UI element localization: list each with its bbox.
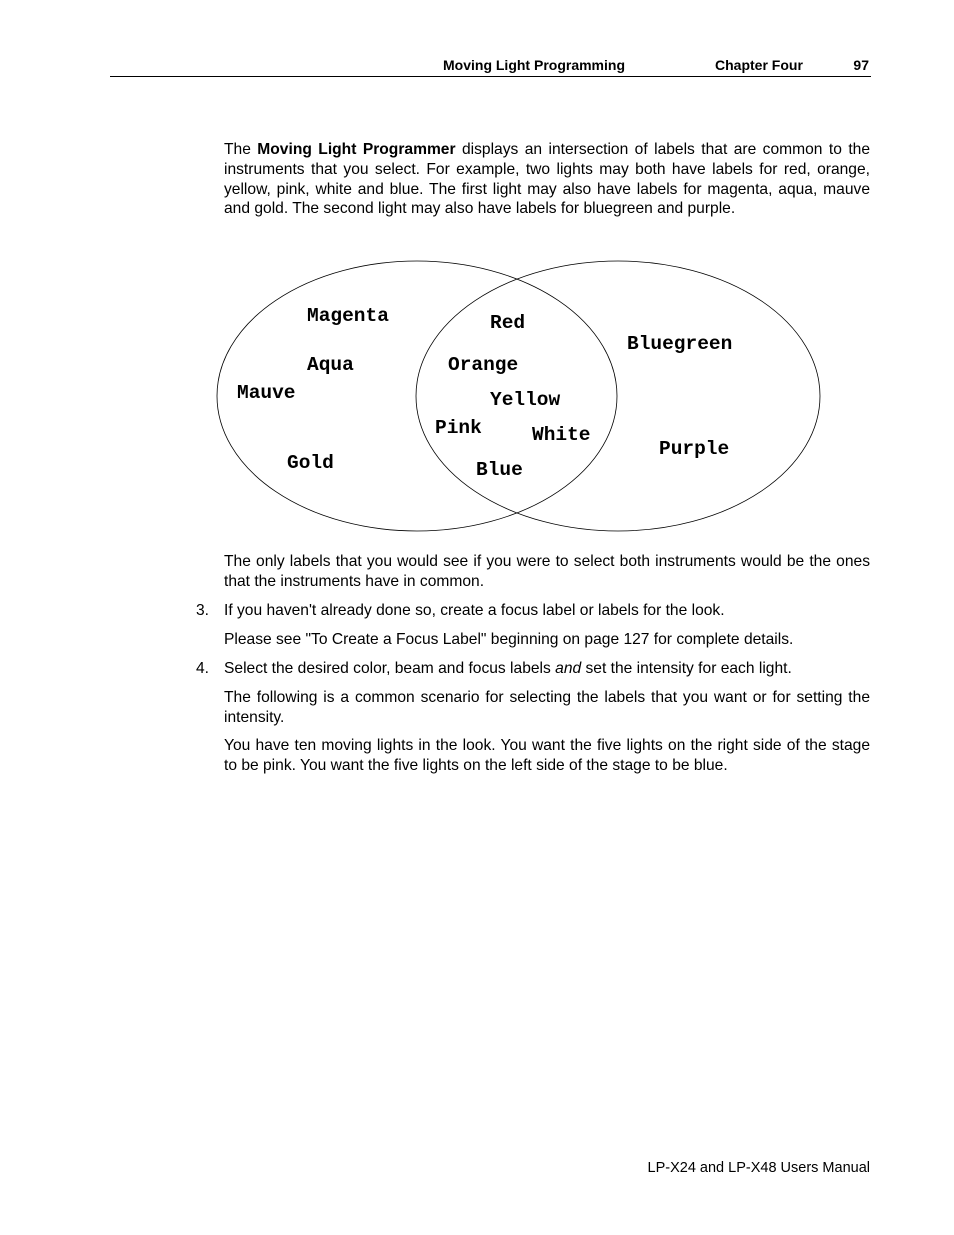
step-3-note: Please see "To Create a Focus Label" beginning on page 127 for complete details.: [224, 631, 794, 648]
page-footer: LP-X24 and LP-X48 Users Manual: [647, 1160, 870, 1176]
label-magenta: Magenta: [307, 305, 389, 327]
step-4-text-italic: and: [555, 660, 582, 677]
intro-prefix: The: [224, 141, 258, 158]
intro-bold-term: Moving Light Programmer: [257, 141, 456, 158]
label-red: Red: [490, 312, 526, 334]
header-page-number: 97: [853, 57, 869, 73]
label-orange: Orange: [448, 354, 519, 376]
intro-paragraph: [224, 140, 870, 219]
step-4-paragraph-2: You have ten moving lights in the look. You want the five lights on the right side of the stage to be pink. You want the five lights on the left side of the stage to be blue.: [224, 737, 870, 774]
label-bluegreen: Bluegreen: [627, 333, 733, 355]
label-mauve: Mauve: [237, 382, 296, 404]
label-purple: Purple: [659, 438, 730, 460]
step-4-paragraph-1: The following is a common scenario for selecting the labels that you want or for setting the intensity.: [224, 689, 870, 726]
header-chapter: Chapter Four: [715, 57, 803, 73]
label-gold: Gold: [287, 452, 334, 474]
step-3-text: If you haven't already done so, create a focus label or labels for the look.: [224, 602, 725, 619]
step-4-number: 4.: [196, 660, 210, 677]
step-3-number: 3.: [196, 602, 210, 619]
label-aqua: Aqua: [307, 354, 354, 376]
venn-right-circle: [416, 261, 820, 531]
venn-diagram: [210, 255, 830, 537]
step-4-text-before: Select the desired color, beam and focus labels: [224, 660, 556, 677]
label-white: White: [532, 424, 591, 446]
after-diagram-paragraph: The only labels that you would see if you were to select both instruments would be the ones that the instruments have in common.: [224, 553, 870, 590]
step-4-text-after: set the intensity for each light.: [581, 660, 792, 677]
label-yellow: Yellow: [490, 389, 561, 411]
running-header: [110, 56, 871, 77]
label-pink: Pink: [435, 417, 482, 439]
intro-rest: displays an intersection of labels that are common to the instruments that you select. For example, two lights may both have labels for red, orange, yellow, pink, white and blue. The first light may also have labels for magenta, aqua, mauve and gold. The second light may also have labels for bluegreen and purple.: [224, 141, 870, 218]
label-blue: Blue: [476, 459, 523, 481]
step-4-text: [224, 659, 870, 679]
header-section-title: Moving Light Programming: [443, 57, 625, 73]
